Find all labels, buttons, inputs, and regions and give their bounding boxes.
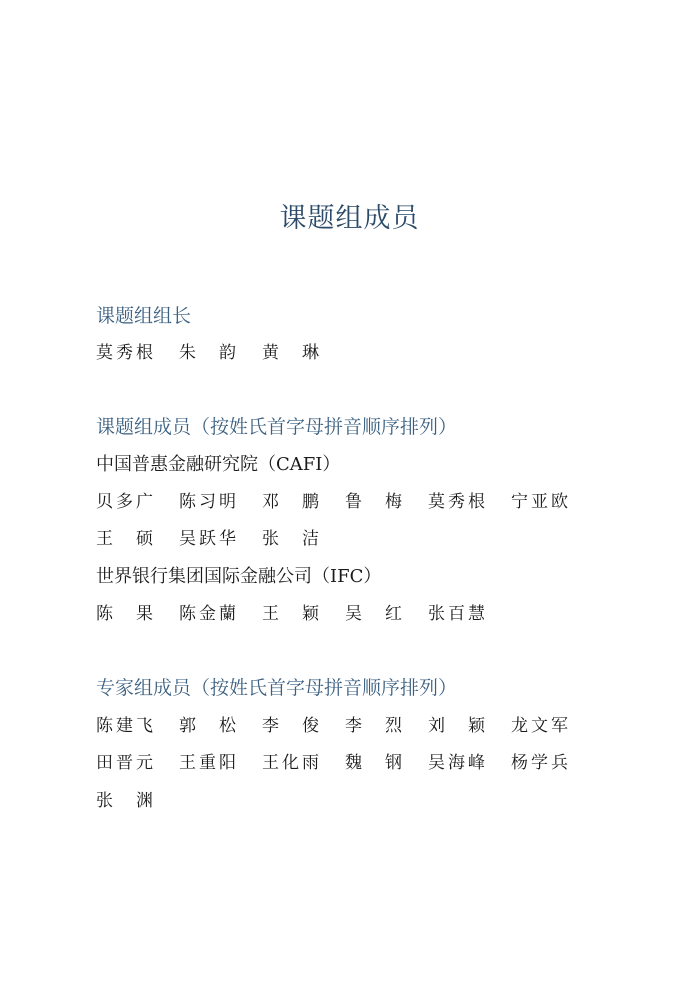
leaders-names-row bbox=[96, 341, 345, 365]
page-title: 课题组成员 bbox=[279, 203, 420, 234]
member-name: 莫秀根 bbox=[428, 492, 488, 512]
experts-names-row bbox=[96, 714, 594, 738]
experts-names-row bbox=[96, 789, 179, 813]
org-cafi: 中国普惠金融研究院（CAFI） bbox=[96, 454, 341, 475]
expert-name: 李 烈 bbox=[345, 716, 405, 736]
members-heading: 课题组成员（按姓氏首字母拼音顺序排列） bbox=[96, 416, 458, 438]
leaders-heading: 课题组组长 bbox=[96, 305, 192, 327]
member-name: 陈 果 bbox=[96, 604, 156, 624]
member-name: 王 硕 bbox=[96, 529, 156, 549]
expert-name: 魏 钢 bbox=[345, 753, 405, 773]
member-name: 张 洁 bbox=[262, 529, 322, 549]
member-name: 邓 鹏 bbox=[262, 492, 322, 512]
experts-names-row bbox=[96, 751, 594, 775]
cafi-names-row bbox=[96, 490, 594, 514]
leader-name: 黄 琳 bbox=[262, 343, 322, 363]
expert-name: 王化雨 bbox=[262, 753, 322, 773]
expert-name: 郭 松 bbox=[179, 716, 239, 736]
expert-name: 王重阳 bbox=[179, 753, 239, 773]
member-name: 张百慧 bbox=[428, 604, 488, 624]
experts-heading: 专家组成员（按姓氏首字母拼音顺序排列） bbox=[96, 677, 458, 699]
expert-name: 田晋元 bbox=[96, 753, 156, 773]
expert-name: 李 俊 bbox=[262, 716, 322, 736]
expert-name: 吴海峰 bbox=[428, 753, 488, 773]
expert-name: 龙文军 bbox=[511, 716, 571, 736]
member-name: 宁亚欧 bbox=[511, 492, 571, 512]
member-name: 陈习明 bbox=[179, 492, 239, 512]
member-name: 吴跃华 bbox=[179, 529, 239, 549]
member-name: 吴 红 bbox=[345, 604, 405, 624]
expert-name: 陈建飞 bbox=[96, 716, 156, 736]
member-name: 贝多广 bbox=[96, 492, 156, 512]
leader-name: 莫秀根 bbox=[96, 343, 156, 363]
member-name: 王 颖 bbox=[262, 604, 322, 624]
org-ifc: 世界银行集团国际金融公司（IFC） bbox=[96, 566, 382, 587]
member-name: 陈金蘭 bbox=[179, 604, 239, 624]
expert-name: 杨学兵 bbox=[511, 753, 571, 773]
expert-name: 张 渊 bbox=[96, 791, 156, 811]
member-name: 鲁 梅 bbox=[345, 492, 405, 512]
cafi-names-row bbox=[96, 527, 345, 551]
leader-name: 朱 韵 bbox=[179, 343, 239, 363]
ifc-names-row bbox=[96, 602, 511, 626]
expert-name: 刘 颖 bbox=[428, 716, 488, 736]
